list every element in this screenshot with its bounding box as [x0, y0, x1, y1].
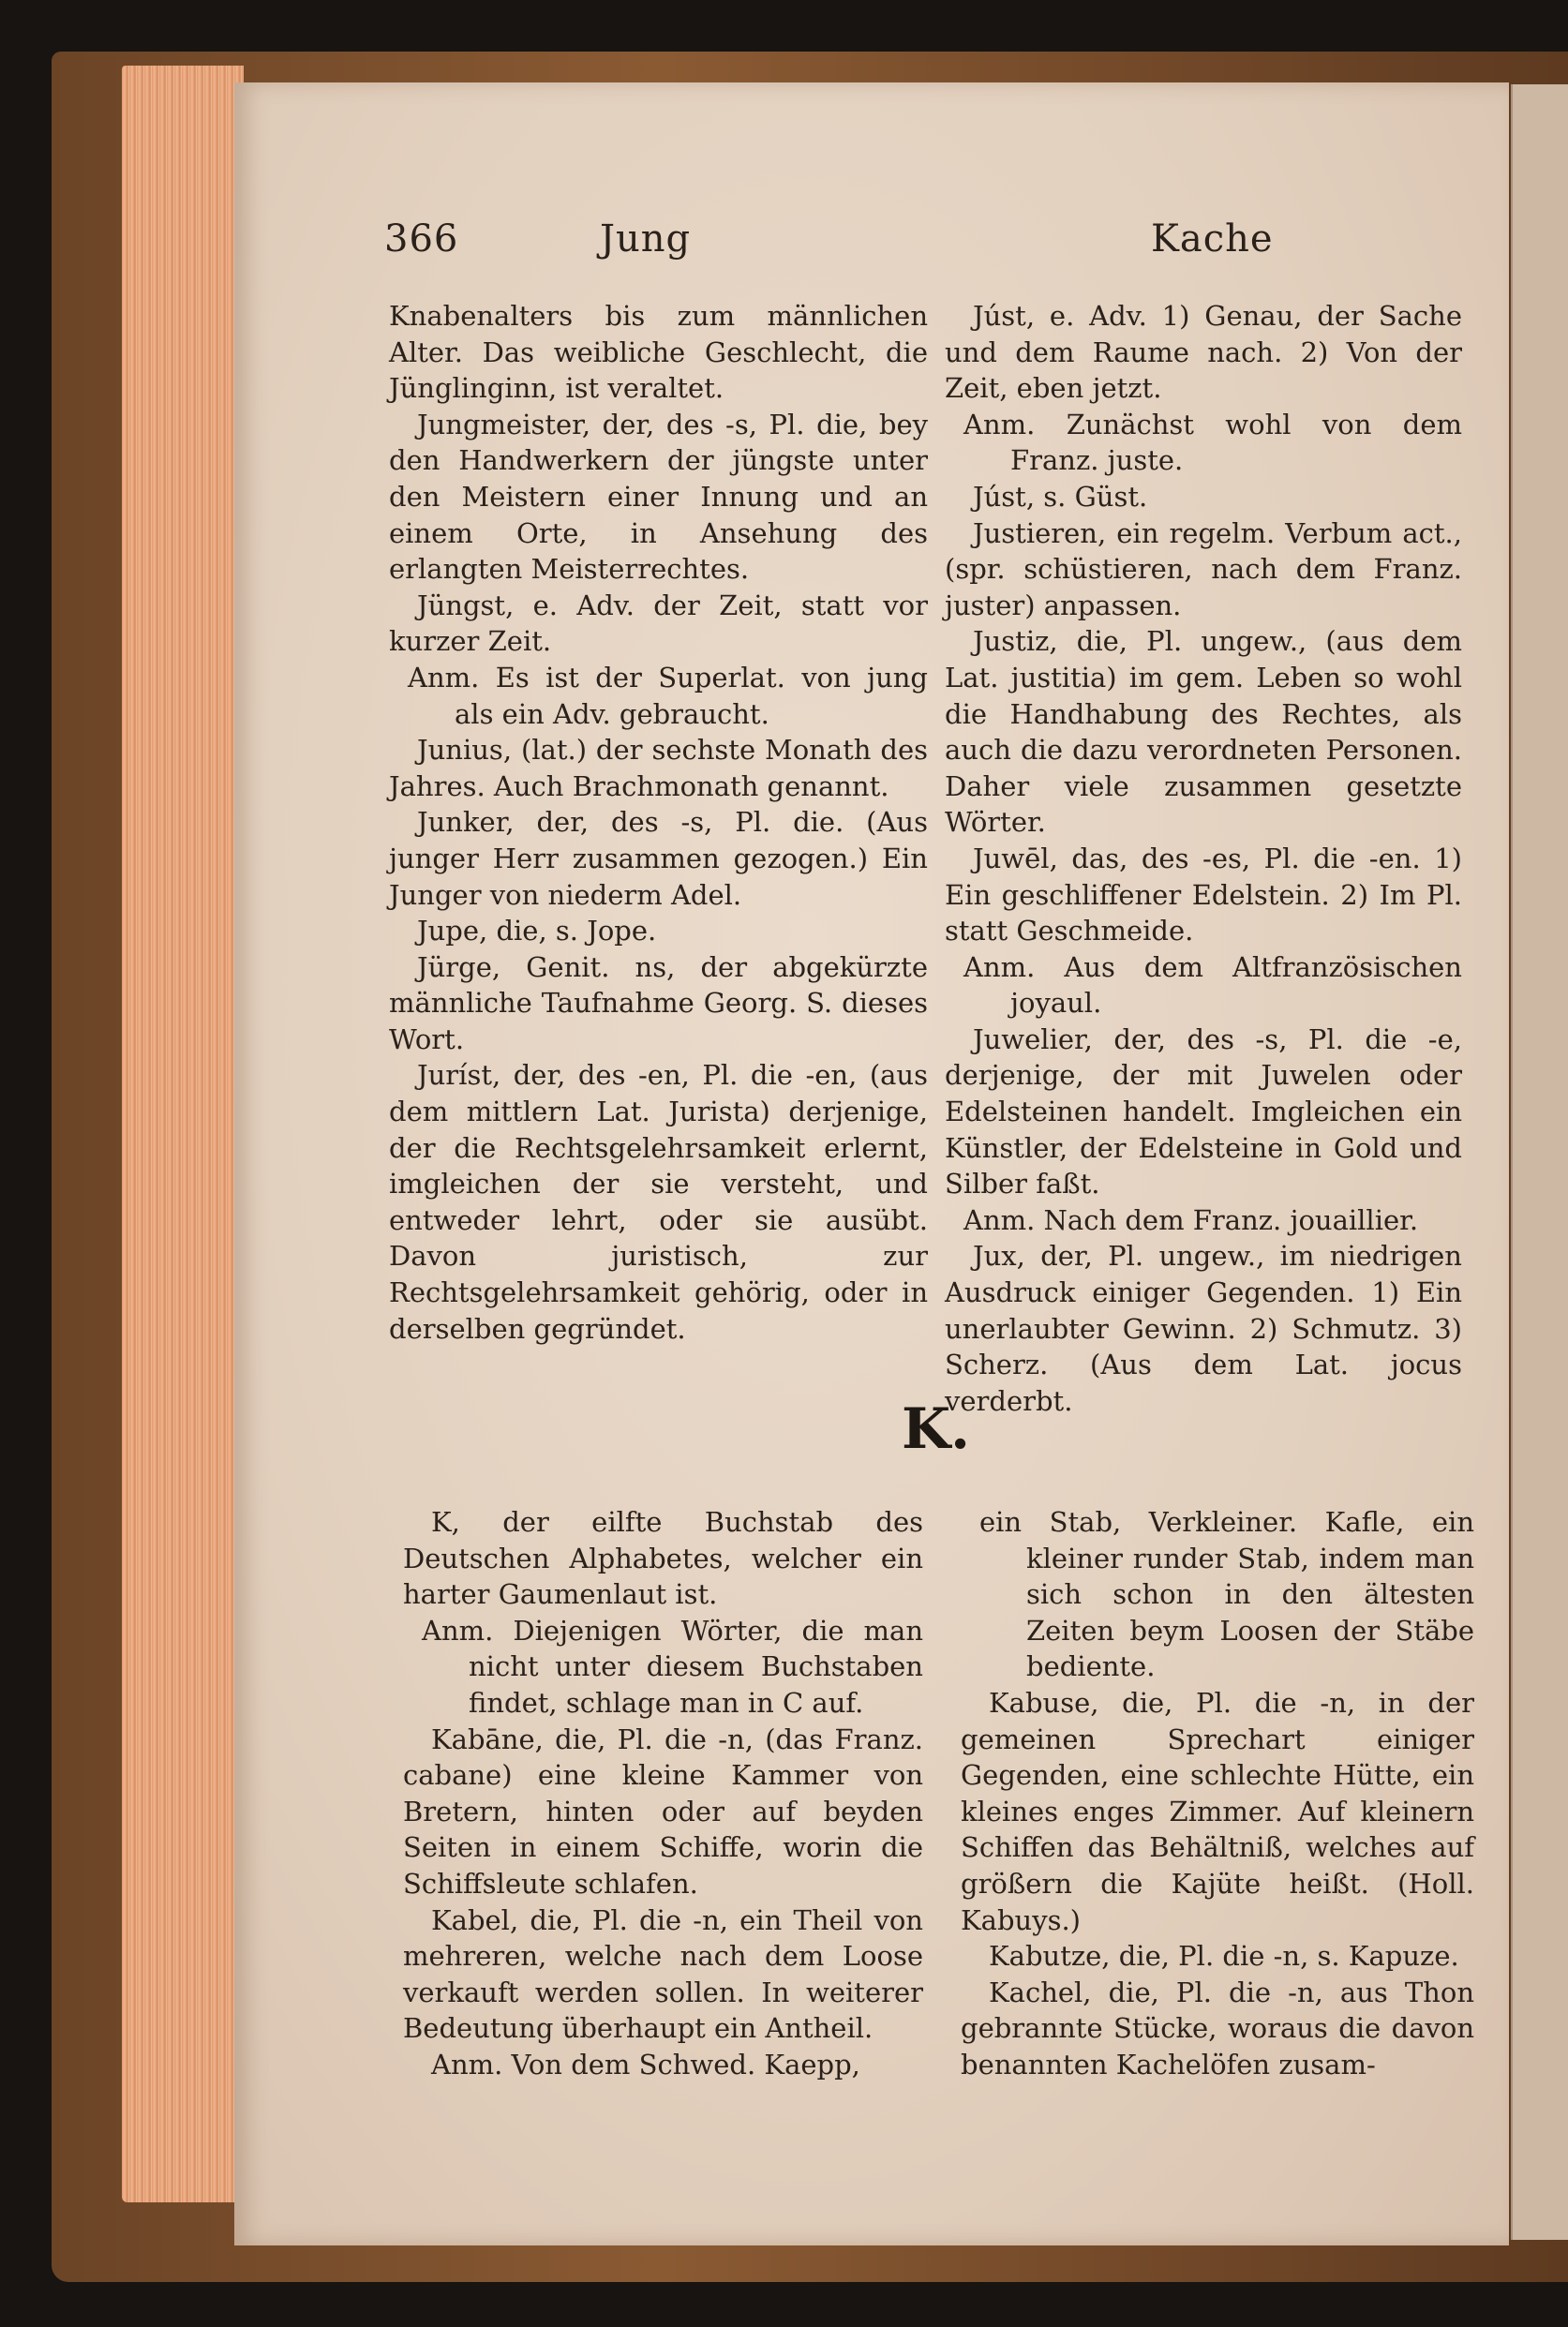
- entry-paragraph: K, der eilfte Buchstab des Deutschen Alphabetes, welcher ein harter Gaumenlaut ist.: [403, 1506, 923, 1611]
- entry-paragraph: Junius, (lat.) der sechste Monath des Jahres. Auch Brachmonath genannt.: [389, 734, 928, 802]
- entry-paragraph: Kabāne, die, Pl. die -n, (das Franz. cabane) eine kleine Kammer von Bretern, hinten oder auf beyden Seiten in einem Schiffe, worin die Schiffsleute schlafen.: [403, 1723, 923, 1900]
- entry-paragraph: Juwēl, das, des -es, Pl. die -en. 1) Ein geschliffener Edelstein. 2) Im Pl. statt Geschmeide.: [945, 842, 1462, 947]
- note-paragraph: Anm. Aus dem Altfranzösischen joyaul.: [963, 950, 1462, 1020]
- section-letter: K.: [902, 1396, 971, 1462]
- entry-paragraph: Kabel, die, Pl. die -n, ein Theil von mehreren, welche nach dem Loose verkauft werden sollen. In weiterer Bedeutung überhaupt ein Antheil.: [403, 1903, 923, 2045]
- entry-paragraph: Kachel, die, Pl. die -n, aus Thon gebrannte Stücke, woraus die davon benannten Kachelöfen zusam-: [961, 1976, 1474, 2081]
- entry-paragraph: Júst, e. Adv. 1) Genau, der Sache und dem Raume nach. 2) Von der Zeit, eben jetzt.: [945, 300, 1462, 405]
- column-bottom-left: [403, 1504, 923, 2083]
- column-top-left: [389, 298, 928, 1347]
- note-paragraph: Anm. Diejenigen Wörter, die man nicht unter diesem Buchstaben findet, schlage man in C auf.: [422, 1614, 923, 1719]
- entry-paragraph: ein Stab, Verkleiner. Kafle, ein kleiner runder Stab, indem man sich schon in den ältesten Zeiten beym Loosen der Stäbe bediente.: [979, 1506, 1474, 1683]
- entry-paragraph: Jux, der, Pl. ungew., im niedrigen Ausdruck einiger Gegenden. 1) Ein unerlaubter Gewinn. 2) Schmutz. 3) Scherz. (Aus dem Lat. jocus verderbt.: [945, 1240, 1462, 1417]
- note-paragraph: Anm. Zunächst wohl von dem Franz. juste.: [963, 408, 1462, 477]
- running-head-right: Kache: [1151, 217, 1274, 261]
- entry-paragraph: Juríst, der, des -en, Pl. die -en, (aus dem mittlern Lat. Jurista) derjenige, der die Rechtsgelehrsamkeit erlernt, imgleichen der sie versteht, und entweder lehrt, oder sie ausübt. Davon juristisch, zur Rechtsgelehrsamkeit gehörig, oder in derselben gegründet.: [389, 1059, 928, 1345]
- entry-paragraph: Knabenalters bis zum männlichen Alter. Das weibliche Geschlecht, die Jünglinginn, ist veraltet.: [389, 300, 928, 405]
- next-page-edge: [1511, 84, 1568, 2240]
- entry-paragraph: Kabutze, die, Pl. die -n, s. Kapuze.: [989, 1940, 1459, 1973]
- entry-paragraph: Juwelier, der, des -s, Pl. die -e, derjenige, der mit Juwelen oder Edelsteinen handelt. Imgleichen ein Künstler, der Edelsteine in Gold und Silber faßt.: [945, 1022, 1462, 1201]
- entry-paragraph: Justiz, die, Pl. ungew., (aus dem Lat. justitia) im gem. Leben so wohl die Handhabung des Rechtes, als auch die dazu verordneten Personen. Daher viele zusammen gesetzte Wörter.: [945, 625, 1462, 839]
- entry-paragraph: Jungmeister, der, des -s, Pl. die, bey den Handwerkern der jüngste unter den Meistern einer Innung und an einem Orte, in Ansehung des erlangten Meisterrechtes.: [389, 408, 928, 586]
- page-edges: [122, 66, 244, 2202]
- entry-paragraph: Justieren, ein regelm. Verbum act., (spr. schüstieren, nach dem Franz. juster) anpassen.: [945, 516, 1462, 621]
- running-head-left: Jung: [600, 217, 692, 261]
- page-number: 366: [384, 217, 459, 261]
- column-bottom-right: [961, 1504, 1474, 2083]
- entry-paragraph: Jupe, die, s. Jope.: [417, 915, 657, 947]
- entry-paragraph: Júst, s. Güst.: [973, 480, 1148, 513]
- note-paragraph: Anm. Es ist der Superlat. von jung als ein Adv. gebraucht.: [408, 661, 928, 730]
- note-paragraph: Anm. Nach dem Franz. jouaillier.: [963, 1203, 1419, 1236]
- note-paragraph: Anm. Von dem Schwed. Kaepp,: [431, 2048, 860, 2081]
- entry-paragraph: Kabuse, die, Pl. die -n, in der gemeinen Sprechart einiger Gegenden, eine schlechte Hütte, ein kleines enges Zimmer. Auf kleinern Schiffen das Behältniß, welches auf größern die Kajüte heißt. (Holl. Kabuys.): [961, 1686, 1474, 1936]
- column-top-right: [945, 298, 1462, 1419]
- entry-paragraph: Jürge, Genit. ns, der abgekürzte männliche Taufnahme Georg. S. dieses Wort.: [389, 950, 928, 1055]
- entry-paragraph: Jüngst, e. Adv. der Zeit, statt vor kurzer Zeit.: [389, 589, 928, 658]
- entry-paragraph: Junker, der, des -s, Pl. die. (Aus junger Herr zusammen gezogen.) Ein Junger von niederm Adel.: [389, 806, 928, 911]
